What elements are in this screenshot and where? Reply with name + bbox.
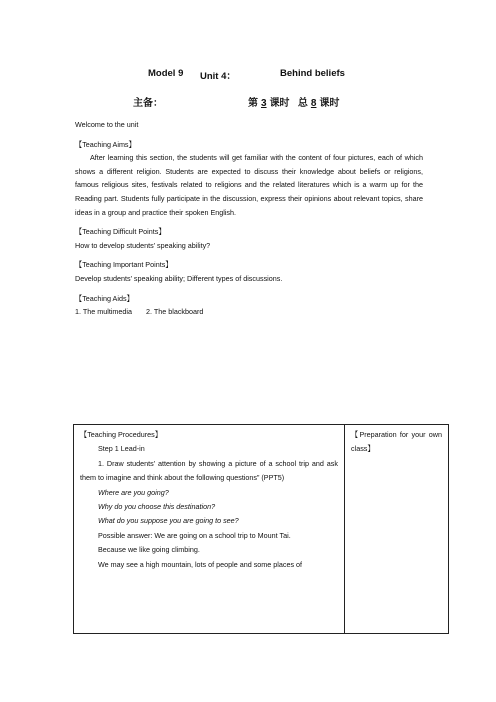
total-number: 8: [310, 98, 317, 109]
preparation-heading: 【Preparation for your own class】: [351, 430, 442, 454]
question-3: What do you suppose you are going to see?: [98, 516, 239, 526]
table-row: [74, 425, 449, 634]
aims-text: After learning this section, the students will get familiar with the content of four pictures, each of which shows a different religion. Students are expected to discuss their knowledge about beliefs or religions, famous religious sites, festivals related to religions and the related literatures which is a warm up for the Reading part. Students fully participate in the discussion, express their opinions about relevant topics, share ideas in a group and practice their spoken English.: [75, 153, 423, 217]
procedures-table: [73, 424, 449, 634]
important-points-heading: 【Teaching Important Points】: [75, 260, 173, 270]
step-text: 1. Draw students’ attention by showing a picture of a school trip and ask them to imagine and think about the following questions” (PPT5): [80, 458, 338, 483]
answer-3: We may see a high mountain, lots of people and some places of: [98, 559, 303, 569]
lesson-number: 3: [261, 98, 267, 109]
aims-heading: 【Teaching Aims】: [75, 139, 136, 149]
procedures-cell: [74, 425, 345, 634]
lesson-unit: 课时: [269, 98, 290, 109]
answer-1: Possible answer: We are going on a school trip to Mount Tai.: [98, 530, 291, 540]
step-heading: Step 1 Lead-in: [98, 444, 145, 454]
question-2: Why do you choose this destination?: [98, 502, 216, 512]
answer-2: Because we like going climbing.: [98, 545, 200, 555]
procedures-heading: 【Teaching Procedures】: [80, 430, 162, 439]
welcome-heading: Welcome to the unit: [75, 120, 139, 129]
document-body: [75, 118, 423, 319]
aids-heading: 【Teaching Aids】: [75, 293, 134, 303]
topic-label: Behind beliefs: [280, 68, 345, 79]
model-label: Model 9: [148, 68, 184, 79]
aid-item: 1. The multimedia: [75, 307, 132, 317]
lesson-label: 第: [248, 98, 258, 109]
important-points-text: Develop students’ speaking ability; Different types of discussions.: [75, 273, 283, 283]
question-1: Where are you going?: [98, 487, 169, 497]
total-label: 总: [297, 98, 308, 109]
difficult-points-heading: 【Teaching Difficult Points】: [75, 227, 166, 237]
difficult-points-text: How to develop students’ speaking ability?: [75, 240, 211, 250]
preparation-cell: [345, 425, 449, 634]
preparer-label: 主备：: [133, 98, 163, 109]
lesson-count: [248, 94, 339, 109]
unit-label: Unit 4：: [200, 71, 236, 82]
aid-item: 2. The blackboard: [146, 307, 204, 317]
total-unit: 课时: [319, 98, 340, 109]
aids-list: [75, 305, 423, 319]
